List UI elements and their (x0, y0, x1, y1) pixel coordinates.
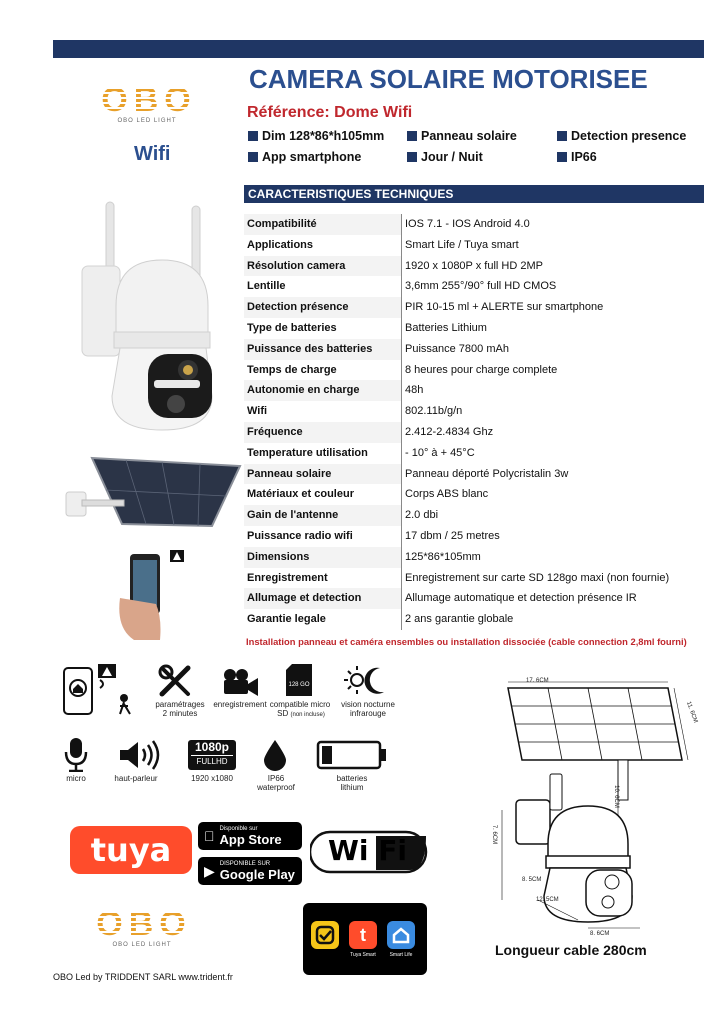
feature-dimensions: Dim 128*86*h105mm (248, 129, 384, 143)
recording-label: enregistrement (213, 700, 267, 709)
solar-panel-photo (62, 454, 242, 534)
spec-row (244, 588, 684, 609)
spec-key: Lentille (244, 276, 402, 297)
spec-value: 802.11b/g/n (405, 405, 463, 418)
phone-photo (100, 548, 200, 644)
feature-day-night: Jour / Nuit (407, 150, 483, 164)
play-icon: ▶ (204, 862, 215, 879)
spec-value: Puissance 7800 mAh (405, 342, 509, 355)
spec-key: Panneau solaire (244, 464, 402, 485)
speaker-label: haut-parleur (114, 774, 158, 783)
google-play-button[interactable]: ▶ DISPONIBLE SUR Google Play (198, 857, 302, 885)
tuya-logo: tuya (70, 826, 192, 874)
sd-card-icon (286, 664, 312, 696)
spec-value: 2.412-2.4834 Ghz (405, 425, 494, 438)
tools-icon (158, 664, 194, 698)
sd-label-line2: SD (non incluse) (277, 709, 325, 718)
full-hd-icon: 1080p FULLHD (188, 740, 236, 770)
tuya-app-label: Tuya Smart (350, 952, 376, 958)
dim-side: 11. 6CM (684, 700, 699, 724)
spec-row (244, 401, 684, 422)
night-vision-icon (344, 664, 390, 696)
spec-row (244, 339, 684, 360)
spec-row (244, 214, 684, 235)
spec-row (244, 256, 684, 277)
spec-key: Autonomie en charge (244, 380, 402, 401)
spec-row (244, 380, 684, 401)
water-drop-icon (262, 738, 288, 772)
spec-row (244, 276, 684, 297)
feature-app: App smartphone (248, 150, 361, 164)
spec-key: Dimensions (244, 547, 402, 568)
check-app-icon[interactable] (311, 921, 339, 949)
feature-solar-panel: Panneau solaire (407, 129, 517, 143)
spec-row (244, 318, 684, 339)
spec-value: PIR 10-15 ml + ALERTE sur smartphone (405, 301, 604, 314)
spec-key: Fréquence (244, 422, 402, 443)
video-camera-icon (220, 668, 260, 696)
dim-width-2: 12. 5CM (536, 897, 559, 903)
specs-table (244, 214, 684, 630)
sd-label-line1: compatible micro (269, 700, 331, 709)
spec-value: Allumage automatique et detection présence IR (405, 592, 637, 605)
battery-label: batteries lithium (336, 774, 368, 792)
bullet-square (248, 131, 258, 141)
smart-life-app-label: Smart Life (389, 952, 413, 958)
spec-row (244, 443, 684, 464)
spec-value: 48h (405, 384, 424, 397)
product-reference: Référence: Dome Wifi (247, 104, 413, 121)
spec-value: Smart Life / Tuya smart (405, 238, 519, 251)
spec-value: Panneau déporté Polycristalin 3w (405, 467, 569, 480)
micro-label: micro (66, 774, 86, 783)
speaker-icon (118, 740, 162, 770)
smart-home-icon (62, 662, 140, 716)
feature-detection: Detection presence (557, 129, 686, 143)
spec-key: Garantie legale (244, 609, 402, 630)
bullet-square (407, 152, 417, 162)
apps-box (303, 903, 427, 975)
spec-key: Gain de l'antenne (244, 505, 402, 526)
app-store-button[interactable]: Disponible sur App Store (198, 822, 302, 850)
top-banner (53, 40, 704, 58)
bullet-square (557, 152, 567, 162)
obo-logo: O B O OBO LED LIGHT (101, 81, 193, 124)
spec-key: Résolution camera (244, 256, 402, 277)
spec-value: 17 dbm / 25 metres (405, 529, 500, 542)
spec-key: Puissance des batteries (244, 339, 402, 360)
spec-row (244, 547, 684, 568)
obo-logo-bottom: O B O OBO LED LIGHT (96, 905, 188, 948)
spec-row (244, 526, 684, 547)
spec-key: Temperature utilisation (244, 443, 402, 464)
spec-value: 2.0 dbi (405, 509, 439, 522)
spec-value: Enregistrement sur carte SD 128go maxi (non fournie) (405, 571, 670, 584)
bullet-square (407, 131, 417, 141)
spec-key: Type de batteries (244, 318, 402, 339)
bullet-square (557, 131, 567, 141)
feature-ip66: IP66 (557, 150, 597, 164)
spec-key: Matériaux et couleur (244, 484, 402, 505)
battery-icon (316, 740, 388, 770)
spec-value: 1920 x 1080P x full HD 2MP (405, 259, 543, 272)
wifi-label: Wifi (134, 143, 171, 165)
ip66-label: IP66 waterproof (257, 774, 295, 792)
spec-value: 8 heures pour charge complete (405, 363, 558, 376)
spec-value: - 10° à + 45°C (405, 446, 475, 459)
smart-life-app-icon[interactable] (387, 921, 415, 949)
spec-value: 2 ans garantie globale (405, 613, 514, 626)
spec-value: 3,6mm 255°/90° full HD CMOS (405, 280, 557, 293)
spec-value: 125*86*105mm (405, 550, 481, 563)
bullet-square (248, 152, 258, 162)
dim-width-1: 8. 5CM (522, 877, 542, 883)
cable-length-label: Longueur cable 280cm (495, 942, 647, 958)
microphone-icon (64, 738, 88, 772)
sd-chip-label: 128 GO (288, 682, 310, 688)
install-note: Installation panneau et caméra ensembles ou installation dissociée (cable connection 2,8ml fourni) (246, 636, 687, 647)
spec-row (244, 235, 684, 256)
spec-row (244, 297, 684, 318)
dim-top: 17. 6CM (526, 678, 549, 684)
spec-key: Temps de charge (244, 360, 402, 381)
spec-key: Detection présence (244, 297, 402, 318)
dim-height: 10. 6CM (612, 785, 619, 808)
spec-row (244, 422, 684, 443)
tuya-app-icon[interactable]: t (349, 921, 377, 949)
dim-left: 7. 6CM (491, 824, 498, 845)
spec-row (244, 484, 684, 505)
spec-row (244, 505, 684, 526)
spec-row (244, 568, 684, 589)
spec-row (244, 360, 684, 381)
camera-photo (66, 196, 226, 446)
spec-key: Enregistrement (244, 568, 402, 589)
spec-value: Corps ABS blanc (405, 488, 489, 501)
dimension-diagram (468, 674, 704, 936)
apple-icon (204, 828, 215, 844)
footer-text: OBO Led by TRIDDENT SARL www.trident.fr (53, 972, 233, 982)
spec-value: Batteries Lithium (405, 321, 487, 334)
hd-label: 1920 x1080 (191, 774, 233, 783)
page-title: CAMERA SOLAIRE MOTORISEE (249, 64, 648, 94)
wifi-badge: Wi Fi (310, 830, 428, 874)
specs-header: CARACTERISTIQUES TECHNIQUES (244, 185, 704, 203)
setup-label: paramétrages 2 minutes (155, 700, 205, 718)
night-vision-label: vision nocturne infrarouge (341, 700, 395, 718)
spec-value: IOS 7.1 - IOS Android 4.0 (405, 218, 530, 230)
dim-width-3: 8. 6CM (590, 931, 610, 937)
spec-key: Applications (244, 235, 402, 256)
spec-key: Puissance radio wifi (244, 526, 402, 547)
spec-key: Wifi (244, 401, 402, 422)
spec-row (244, 464, 684, 485)
spec-key: Allumage et detection (244, 588, 402, 609)
spec-key: Compatibilité (244, 214, 402, 235)
spec-row (244, 609, 684, 630)
